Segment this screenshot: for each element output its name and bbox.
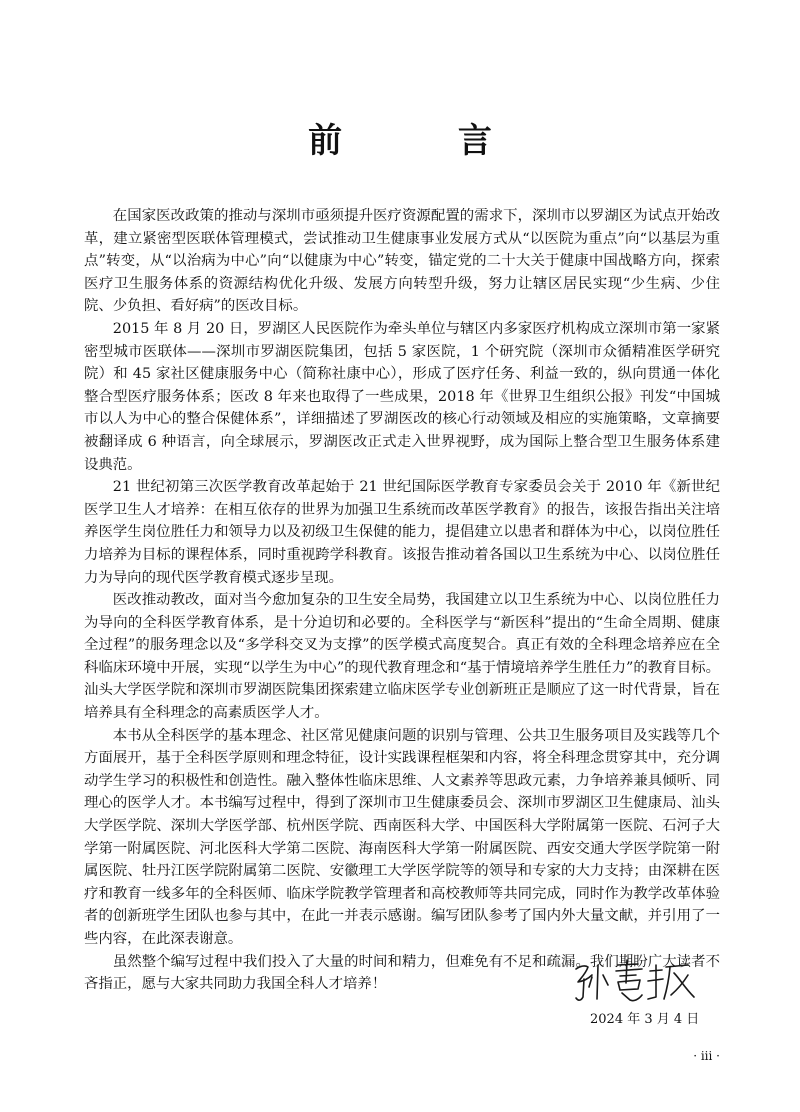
paragraph-3: 21 世纪初第三次医学教育改革起始于 21 世纪国际医学教育专家委员会关于 2010 年《新世纪医学卫生人才培养：在相互依存的世界为加强卫生系统而改革医学教育》的报告，该报告指出关注培养医学生岗位胜任力和领导力以及初级卫生保健的能力，提倡建立以患者和群体为中心，以岗位胜任力培养为目标的课程体系，同时重视跨学科教育。该报告推动着各国以卫生系统为中心、以岗位胜任力为导向的现代医学教育模式逐步呈现。 [84,479,720,586]
paragraph-4: 医改推动教改，面对当今愈加复杂的卫生安全局势，我国建立以卫生系统为中心、以岗位胜任力为导向的全科医学教育体系，是十分迫切和必要的。全科医学与“新医科”提出的“生命全周期、健康全过程”的服务理念以及“多学科交叉为支撑”的医学模式高度契合。真正有效的全科理念培养应在全科临床环境中开展，实现“以学生为中心”的现代教育理念和“基于情境培养学生胜任力”的教育目标。汕头大学医学院和深圳市罗湖医院集团探索建立临床医学专业创新班正是顺应了这一时代背景，旨在培养具有全科理念的高素质医学人才。 [84,592,720,722]
page-title: 前 言 [308,121,544,161]
date: 2024 年 3 月 4 日 [590,1012,700,1027]
paragraph-2: 2015 年 8 月 20 日，罗湖区人民医院作为牵头单位与辖区内多家医疗机构成立深圳市第一家紧密型城市医联体——深圳市罗湖医院集团，包括 5 家医院，1 个研究院（深圳市众循精准医学研究院）和 45 家社区健康服务中心（简称社康中心），形成了医疗任务、利益一致的，纵向贯通一体化整合型医疗服务体系；医改 8 年来也取得了一些成果，2018 年《世界卫生组织公报》刊发“中国城市以人为中心的整合保健体系”，详细描述了罗湖医改的核心行动领域及相应的实施策略，文章摘要被翻译成 6 种语言，向全球展示，罗湖医改正式走入世界视野，成为国际上整合型卫生服务体系建设典范。 [84,320,720,473]
paragraph-6: 虽然整个编写过程中我们投入了大量的时间和精力，但难免有不足和疏漏。我们期盼广大读者不吝指正，愿与大家共同助力我国全科人才培养！ [84,953,720,993]
paragraph-1: 在国家医改政策的推动与深圳市亟须提升医疗资源配置的需求下，深圳市以罗湖区为试点开始改革，建立紧密型医联体管理模式，尝试推动卫生健康事业发展方式从“以医院为重点”向“以基层为重点”转变，从“以治病为中心”向“以健康为中心”转变，锚定党的二十大关于健康中国战略方向，探索医疗卫生服务体系的资源结构优化升级、发展方向转型升级，努力让辖区居民实现“少生病、少住院、少负担、看好病”的医改目标。 [84,208,720,315]
preface-body [84,205,720,996]
handwritten-signature [570,955,700,1007]
paragraph-5: 本书从全科医学的基本理念、社区常见健康问题的识别与管理、公共卫生服务项目及实践等几个方面展开，基于全科医学原则和理念特征，设计实践课程框架和内容，将全科理念贯穿其中，充分调动学生学习的积极性和创造性。融入整体性临床思维、人文素养等思政元素，力争培养兼具倾听、同理心的医学人才。本书编写过程中，得到了深圳市卫生健康委员会、深圳市罗湖区卫生健康局、汕头大学医学院、深圳大学医学部、杭州医学院、西南医科大学、中国医科大学附属第一医院、石河子大学第一附属医院、河北医科大学第二医院、海南医科大学第一附属医院、西安交通大学医学院第一附属医院、牡丹江医学院附属第二医院、安徽理工大学医学院等的领导和专家的大力支持；由深耕在医疗和教育一线多年的全科医师、临床学院教学管理者和高校教师等共同完成，同时作为教学改革体验者的创新班学生团队也参与其中，在此一并表示感谢。编写团队参考了国内外大量文献，并引用了一些内容，在此深表谢意。 [84,727,720,947]
page-number: · iii · [693,1049,720,1063]
